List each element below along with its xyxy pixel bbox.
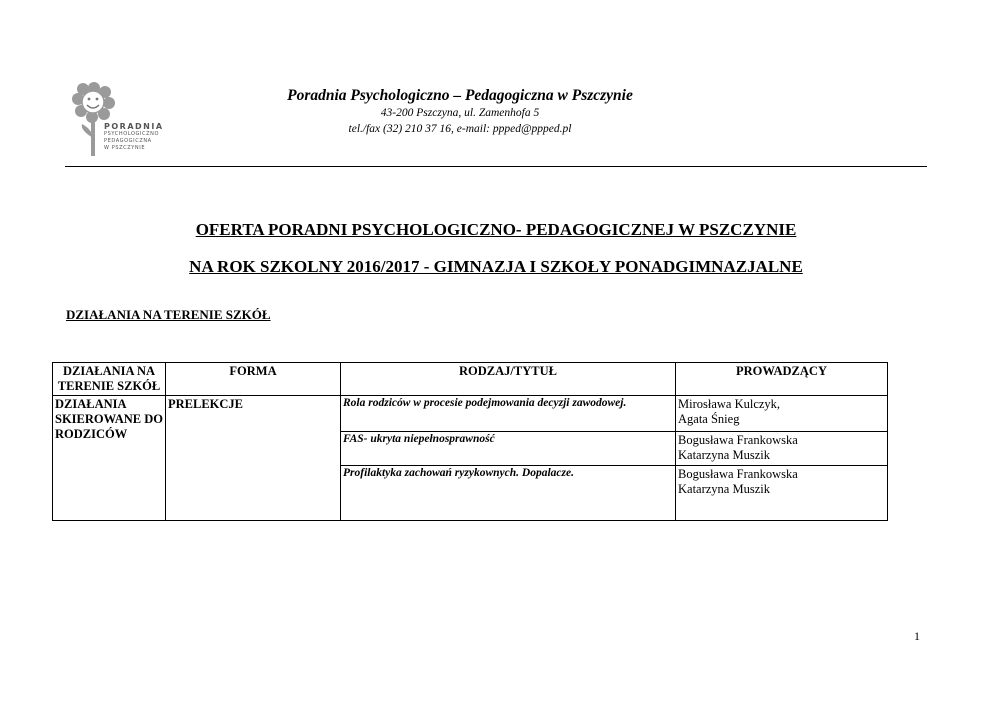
table-header-row <box>53 363 888 396</box>
title-cell: FAS- ukryta niepełnosprawność <box>341 432 676 466</box>
column-header: FORMA <box>166 363 341 396</box>
logo-text-line: W PSZCZYNIE <box>104 145 146 151</box>
leader-name: Bogusława Frankowska <box>678 467 798 482</box>
leader-cell <box>676 396 888 432</box>
logo-text-line: PEDAGOGICZNA <box>104 138 152 144</box>
leader-name: Agata Śnieg <box>678 412 740 426</box>
leader-name: Mirosława Kulczyk, <box>678 397 781 411</box>
leader-cell <box>676 466 888 521</box>
address: 43-200 Pszczyna, ul. Zamenhofa 5 <box>380 107 540 119</box>
section-heading: DZIAŁANIA NA TERENIE SZKÓŁ <box>66 307 271 322</box>
leader-name: Bogusława Frankowska <box>678 433 798 448</box>
offer-table <box>52 362 888 521</box>
letterhead <box>230 86 690 137</box>
document-title-line-2: NA ROK SZKOLNY 2016/2017 - GIMNAZJA I SZKOŁY PONADGIMNAZJALNE <box>189 257 803 276</box>
logo-text-line: PSYCHOLOGICZNO <box>104 131 160 137</box>
form-cell: PRELEKCJE <box>166 396 341 521</box>
title-cell: Profilaktyka zachowań ryzykownych. Dopalacze. <box>341 466 676 521</box>
header-divider <box>65 166 927 167</box>
column-header: RODZAJ/TYTUŁ <box>341 363 676 396</box>
page-number: 1 <box>914 629 920 643</box>
table-row <box>53 396 888 432</box>
column-header: PROWADZĄCY <box>676 363 888 396</box>
leader-name: Katarzyna Muszik <box>678 482 770 497</box>
activity-group-cell: DZIAŁANIA SKIEROWANE DO RODZICÓW <box>53 396 166 521</box>
leader-name: Katarzyna Muszik <box>678 448 770 463</box>
column-header: DZIAŁANIA NA TERENIE SZKÓŁ <box>53 363 166 396</box>
leader-cell <box>676 432 888 466</box>
organization-name: Poradnia Psychologiczno – Pedagogiczna w Pszczynie <box>287 87 633 104</box>
title-cell: Rola rodziców w procesie podejmowania decyzji zawodowej. <box>341 396 676 432</box>
logo-text-line: PORADNIA <box>104 122 164 131</box>
contact-info: tel./fax (32) 210 37 16, e-mail: ppped@ppped.pl <box>348 123 572 135</box>
document-title-line-1: OFERTA PORADNI PSYCHOLOGICZNO- PEDAGOGICZNEJ W PSZCZYNIE <box>195 220 797 239</box>
